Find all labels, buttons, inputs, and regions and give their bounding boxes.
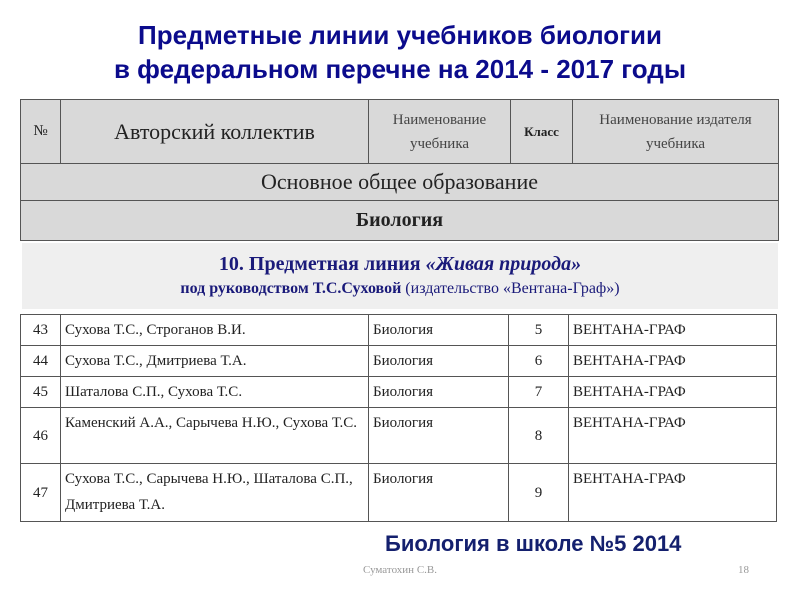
row-authors: Сухова Т.С., Сарычева Н.Ю., Шаталова С.П., Дмитриева Т.А. (61, 464, 369, 522)
subject-row: Биология (21, 201, 779, 241)
row-num: 43 (21, 315, 61, 346)
page-number: 18 (738, 564, 749, 576)
row-grade: 9 (509, 464, 569, 522)
row-authors: Шаталова С.П., Сухова Т.С. (61, 377, 369, 408)
table-row (21, 408, 777, 464)
row-publisher: ВЕНТАНА-ГРАФ (569, 315, 777, 346)
row-book: Биология (369, 408, 509, 464)
col-num: № (21, 100, 61, 164)
row-authors: Сухова Т.С., Строганов В.И. (61, 315, 369, 346)
col-book: Наименование учебника (369, 100, 511, 164)
row-publisher: ВЕНТАНА-ГРАФ (569, 346, 777, 377)
line-title: 10. Предметная линия (218, 253, 426, 275)
col-grade: Класс (511, 100, 573, 164)
slide-title (0, 18, 800, 86)
author-footer: Суматохин С.В. (363, 564, 437, 576)
row-authors: Сухова Т.С., Дмитриева Т.А. (61, 346, 369, 377)
row-grade: 6 (509, 346, 569, 377)
header-table (20, 99, 779, 241)
line-publisher: (издательство «Вентана-Граф») (401, 280, 620, 297)
row-book: Биология (369, 377, 509, 408)
row-num: 45 (21, 377, 61, 408)
row-authors: Каменский А.А., Сарычева Н.Ю., Сухова Т.С. (61, 408, 369, 464)
row-grade: 8 (509, 408, 569, 464)
title-line-1: Предметные линии учебников биологии (138, 20, 662, 50)
col-publisher: Наименование издателя учебника (573, 100, 779, 164)
row-grade: 5 (509, 315, 569, 346)
row-num: 47 (21, 464, 61, 522)
table-row (21, 346, 777, 377)
line-name: «Живая природа» (425, 253, 582, 275)
subject-line-box (22, 243, 778, 309)
school-footer: Биология в школе №5 2014 (385, 531, 682, 556)
row-num: 46 (21, 408, 61, 464)
row-book: Биология (369, 464, 509, 522)
line-supervisor: под руководством Т.С.Суховой (180, 280, 402, 297)
row-book: Биология (369, 315, 509, 346)
row-num: 44 (21, 346, 61, 377)
row-publisher: ВЕНТАНА-ГРАФ (569, 464, 777, 522)
row-publisher: ВЕНТАНА-ГРАФ (569, 408, 777, 464)
row-book: Биология (369, 346, 509, 377)
header-row (21, 100, 779, 164)
table-row (21, 377, 777, 408)
row-grade: 7 (509, 377, 569, 408)
col-authors: Авторский коллектив (61, 100, 369, 164)
textbook-table (20, 314, 777, 522)
row-publisher: ВЕНТАНА-ГРАФ (569, 377, 777, 408)
title-line-2: в федеральном перечне на 2014 - 2017 годы (113, 54, 687, 84)
table-row (21, 315, 777, 346)
table-row (21, 464, 777, 522)
level-row: Основное общее образование (21, 164, 779, 201)
